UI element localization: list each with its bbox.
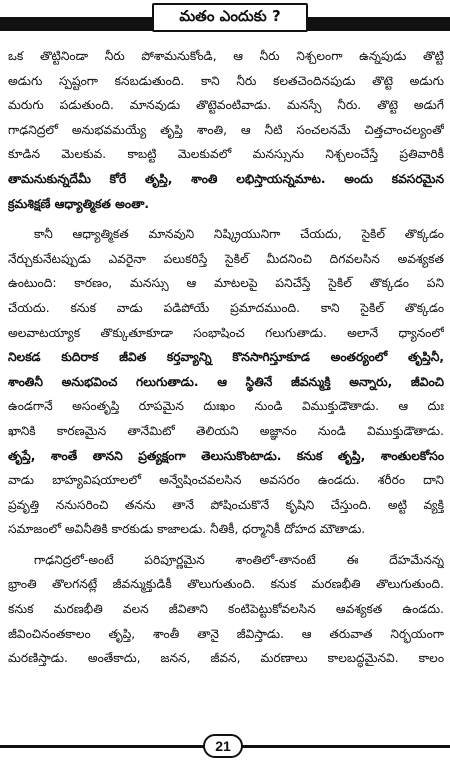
body-text — [8, 44, 444, 677]
text-line: చేయదు. కనుక వాడు పడిపోయే ప్రమాదముంది. కాని సైకిల్ తొక్కడం — [8, 300, 444, 315]
text-line: కనుక మరణభీతి వలన జీవితాని కంటిపెట్టుకోవలసిన ఆవశ్యకత ఉండదు. — [8, 602, 444, 617]
chapter-title: మతం ఎందుకు ? — [152, 3, 308, 32]
text-line: తృప్తే, శాంతే తానని ప్రత్యక్షంగా తెలుసుకొంటాడు. కనుక తృప్తి, శాంతులకోసం — [8, 448, 444, 463]
text-line: ఉంటుంది: కారణం, మనస్సు ఆ మాటలపై పనిచేస్తే సైకిల్ తొక్కడం పని — [8, 276, 444, 291]
text-line: వాడు బాహ్యవిషయాలలో అన్వేషించవలసిన అవసరం ఉండదు. శరీరం దాని — [8, 473, 444, 488]
text-line: తామనుకున్నదేమీ కోరే తృప్తి, శాంతి లభిస్తాయన్నమాట. అందు కవసరమైన — [8, 171, 444, 186]
text-line: కూడిన మెలకువ. కాబట్టి మెలకువలో మనస్సును నిశ్చలంచేస్తే ప్రతివారికీ — [8, 147, 444, 162]
text-line: మరణిస్తాడు. అంతేకాదు, జనన, జీవన, మరణాలు కాలబద్ధమైనవి. కాలం — [8, 651, 444, 666]
text-line: క్రమశిక్షణే ఆధ్యాత్మికత అంతా. — [8, 196, 150, 211]
text-line: ప్రవృత్తి ననుసరించి తనను తానే పోషించుకొనే కృషిని చేస్తుంది. అట్టి వ్యక్తి — [8, 497, 444, 512]
text-line: భ్రాంతి తొలగనట్లే జీవన్ముక్తుడికీ తొలుగుతుంది. కనుక మరణభీతి తొలుగుతుంది. — [8, 577, 444, 592]
text-line: మరుగు పడుతుంది. మానవుడు తొట్టెవంటివాడు. మనస్సే నీరు. తొట్టె అడుగే — [8, 98, 444, 113]
text-line: అడుగు స్పష్టంగా కనబడుతుంది. కాని నీరు కలతచెందినపుడు తొట్టె అడుగు — [8, 73, 444, 88]
text-line: కానీ ఆధ్యాత్మికత మానవుని నిష్క్రియునిగా చేయదు, సైకిల్ తొక్కడం — [34, 227, 444, 242]
text-line: నేర్చుకునేటప్పుడు ఎవరైనా పలుకరిస్తే సైకిల్ మీదనించి దిగవలసిన అవశ్యకత — [8, 251, 444, 266]
text-line: గాఢనిద్రలో-అంటే పరిపూర్ణమైన శాంతిలో-తానంటే ఈ దేహమేనన్న — [34, 552, 444, 567]
text-line: ఒక తొట్టినిండా నీరు పోశామనుకోండి, ఆ నీరు నిశ్చలంగా ఉన్నపుడు తొట్టి — [8, 49, 444, 63]
text-line: అలవాటయ్యాక తొక్కుతూకూడా సంభాషించ గలుగుతాడు. అలానే ధ్యానంలో — [8, 325, 444, 340]
text-line: సమాజంలో అవినీతికి కారకుడు కాజాలడు. నీతికీ, ధర్మానికీ దోహద మౌతాడు. — [8, 522, 366, 537]
text-line: ఖానికి కారణమైన తానేమిటో తెలియని అజ్ఞానం నుండి విముక్తుడౌతాడు. — [8, 423, 444, 438]
text-line: గాఢనిద్రలో అనుభవమయ్యే తృప్తి శాంతి, ఆ నీటి సంచలనమే చిత్తచాంచల్యంతో — [8, 122, 444, 137]
paragraph-2 — [8, 222, 444, 542]
text-line: జీవించినంతకాలం తృప్తి, శాంతీ తానై జీవిస్తాడు. ఆ తరువాత నిర్భయంగా — [8, 626, 444, 641]
page-number: 21 — [203, 734, 243, 758]
paragraph-1 — [8, 44, 444, 216]
text-line: నిలకడ కుదిరాక జీవిత కర్తవ్యాన్ని కొనసాగిస్తూకూడ అంతర్యంలో తృప్తినీ, — [8, 350, 444, 365]
text-line: ఉండగానే అసంతృప్తి రూపమైన దుఃఖం నుండి విముక్తుడౌతాడు. ఆ దుః — [8, 399, 444, 414]
paragraph-3 — [8, 548, 444, 671]
page-header — [0, 0, 450, 34]
page-footer — [0, 733, 450, 761]
text-line: శాంతినీ అనుభవించ గలుగుతాడు. ఆ స్థితినే జీవన్ముక్తి అన్నారు, జీవించి — [8, 374, 444, 389]
